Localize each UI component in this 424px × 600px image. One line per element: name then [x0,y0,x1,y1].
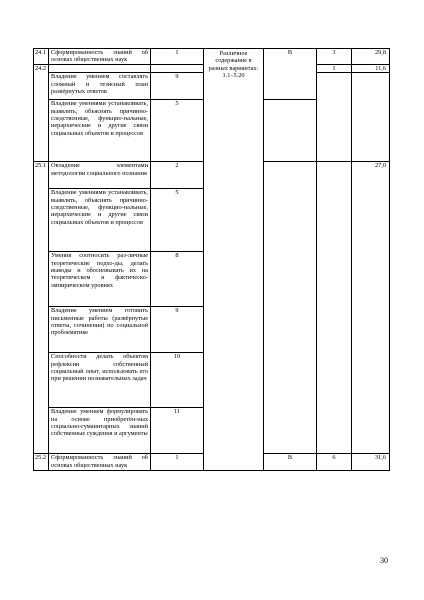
row-tasks: 6 [317,454,352,471]
row-number: 24.2 [34,64,49,161]
content-cell: Различное содержание в разных вариантах: 1.1–5.20 [204,49,264,471]
row-percent: 29,8 [352,49,390,65]
row-description [49,64,151,72]
row-description: Владение умением готовить письменные работы (развёрнутые ответы, сочинения) по социальной проблематике [49,307,151,353]
row-description: Сформированность знаний об основах общественных наук [49,49,151,65]
row-description: Владение умениями устанавливать, выявлять, объяснять причинно-следственные, функцио-нальные, иерархические и другие связи социальных объектов и процессов [49,189,151,252]
row-description: Овладение элементами методологии социального познания [49,162,151,189]
row-number: 25.2 [34,454,49,471]
row-description: Владение умением формулировать на основе приобретён-ных социально-гуманитарных знаний собственные суждения и аргументы [49,408,151,454]
row-description: Владение умениями устанавливать, выявлять, объяснять причинно-следственные, функцио-нальные, иерархические и другие связи социальных объектов и процессов [49,100,151,162]
row-max-score [151,64,204,72]
row-max-score: 5 [151,189,204,252]
row-max-score: 11 [151,408,204,454]
row-description: Сформированность знаний об основах общественных наук [49,454,151,471]
row-number: 24.1 [34,49,49,65]
row-max-score: 1 [151,454,204,471]
row-max-score: 10 [151,353,204,408]
row-tasks: 1 [317,64,352,72]
page-number: 30 [380,556,388,565]
row-level: В [264,454,317,471]
row-max-score: 9 [151,307,204,353]
row-description: Способности делать объектом рефлексии собственный социальный опыт, использовать его при решении познавательных задач [49,353,151,408]
row-description: Владение умением составлять сложный и тезисный план развёрнутых ответов [49,73,151,100]
table-row [34,49,390,65]
row-description: Умения соотносить раз-личные теоретические подхо-ды, делать выводы и обосновывать их на теоретическом и фактическо-эмпирическом уровнях [49,252,151,307]
row-max-score: 9 [151,73,204,100]
row-number: 25.1 [34,162,49,454]
row-tasks [317,73,352,162]
specification-table [33,48,390,471]
row-level [264,100,317,162]
row-level [264,162,317,454]
row-level: В [264,49,317,100]
row-tasks: 3 [317,49,352,65]
row-max-score: 2 [151,162,204,189]
row-percent: 27,0 [352,162,390,454]
row-max-score: 5 [151,100,204,162]
row-percent: 11,6 [352,64,390,72]
row-max-score: 8 [151,252,204,307]
row-max-score: 1 [151,49,204,65]
row-percent [352,73,390,162]
row-tasks [317,162,352,454]
row-percent: 31,6 [352,454,390,471]
